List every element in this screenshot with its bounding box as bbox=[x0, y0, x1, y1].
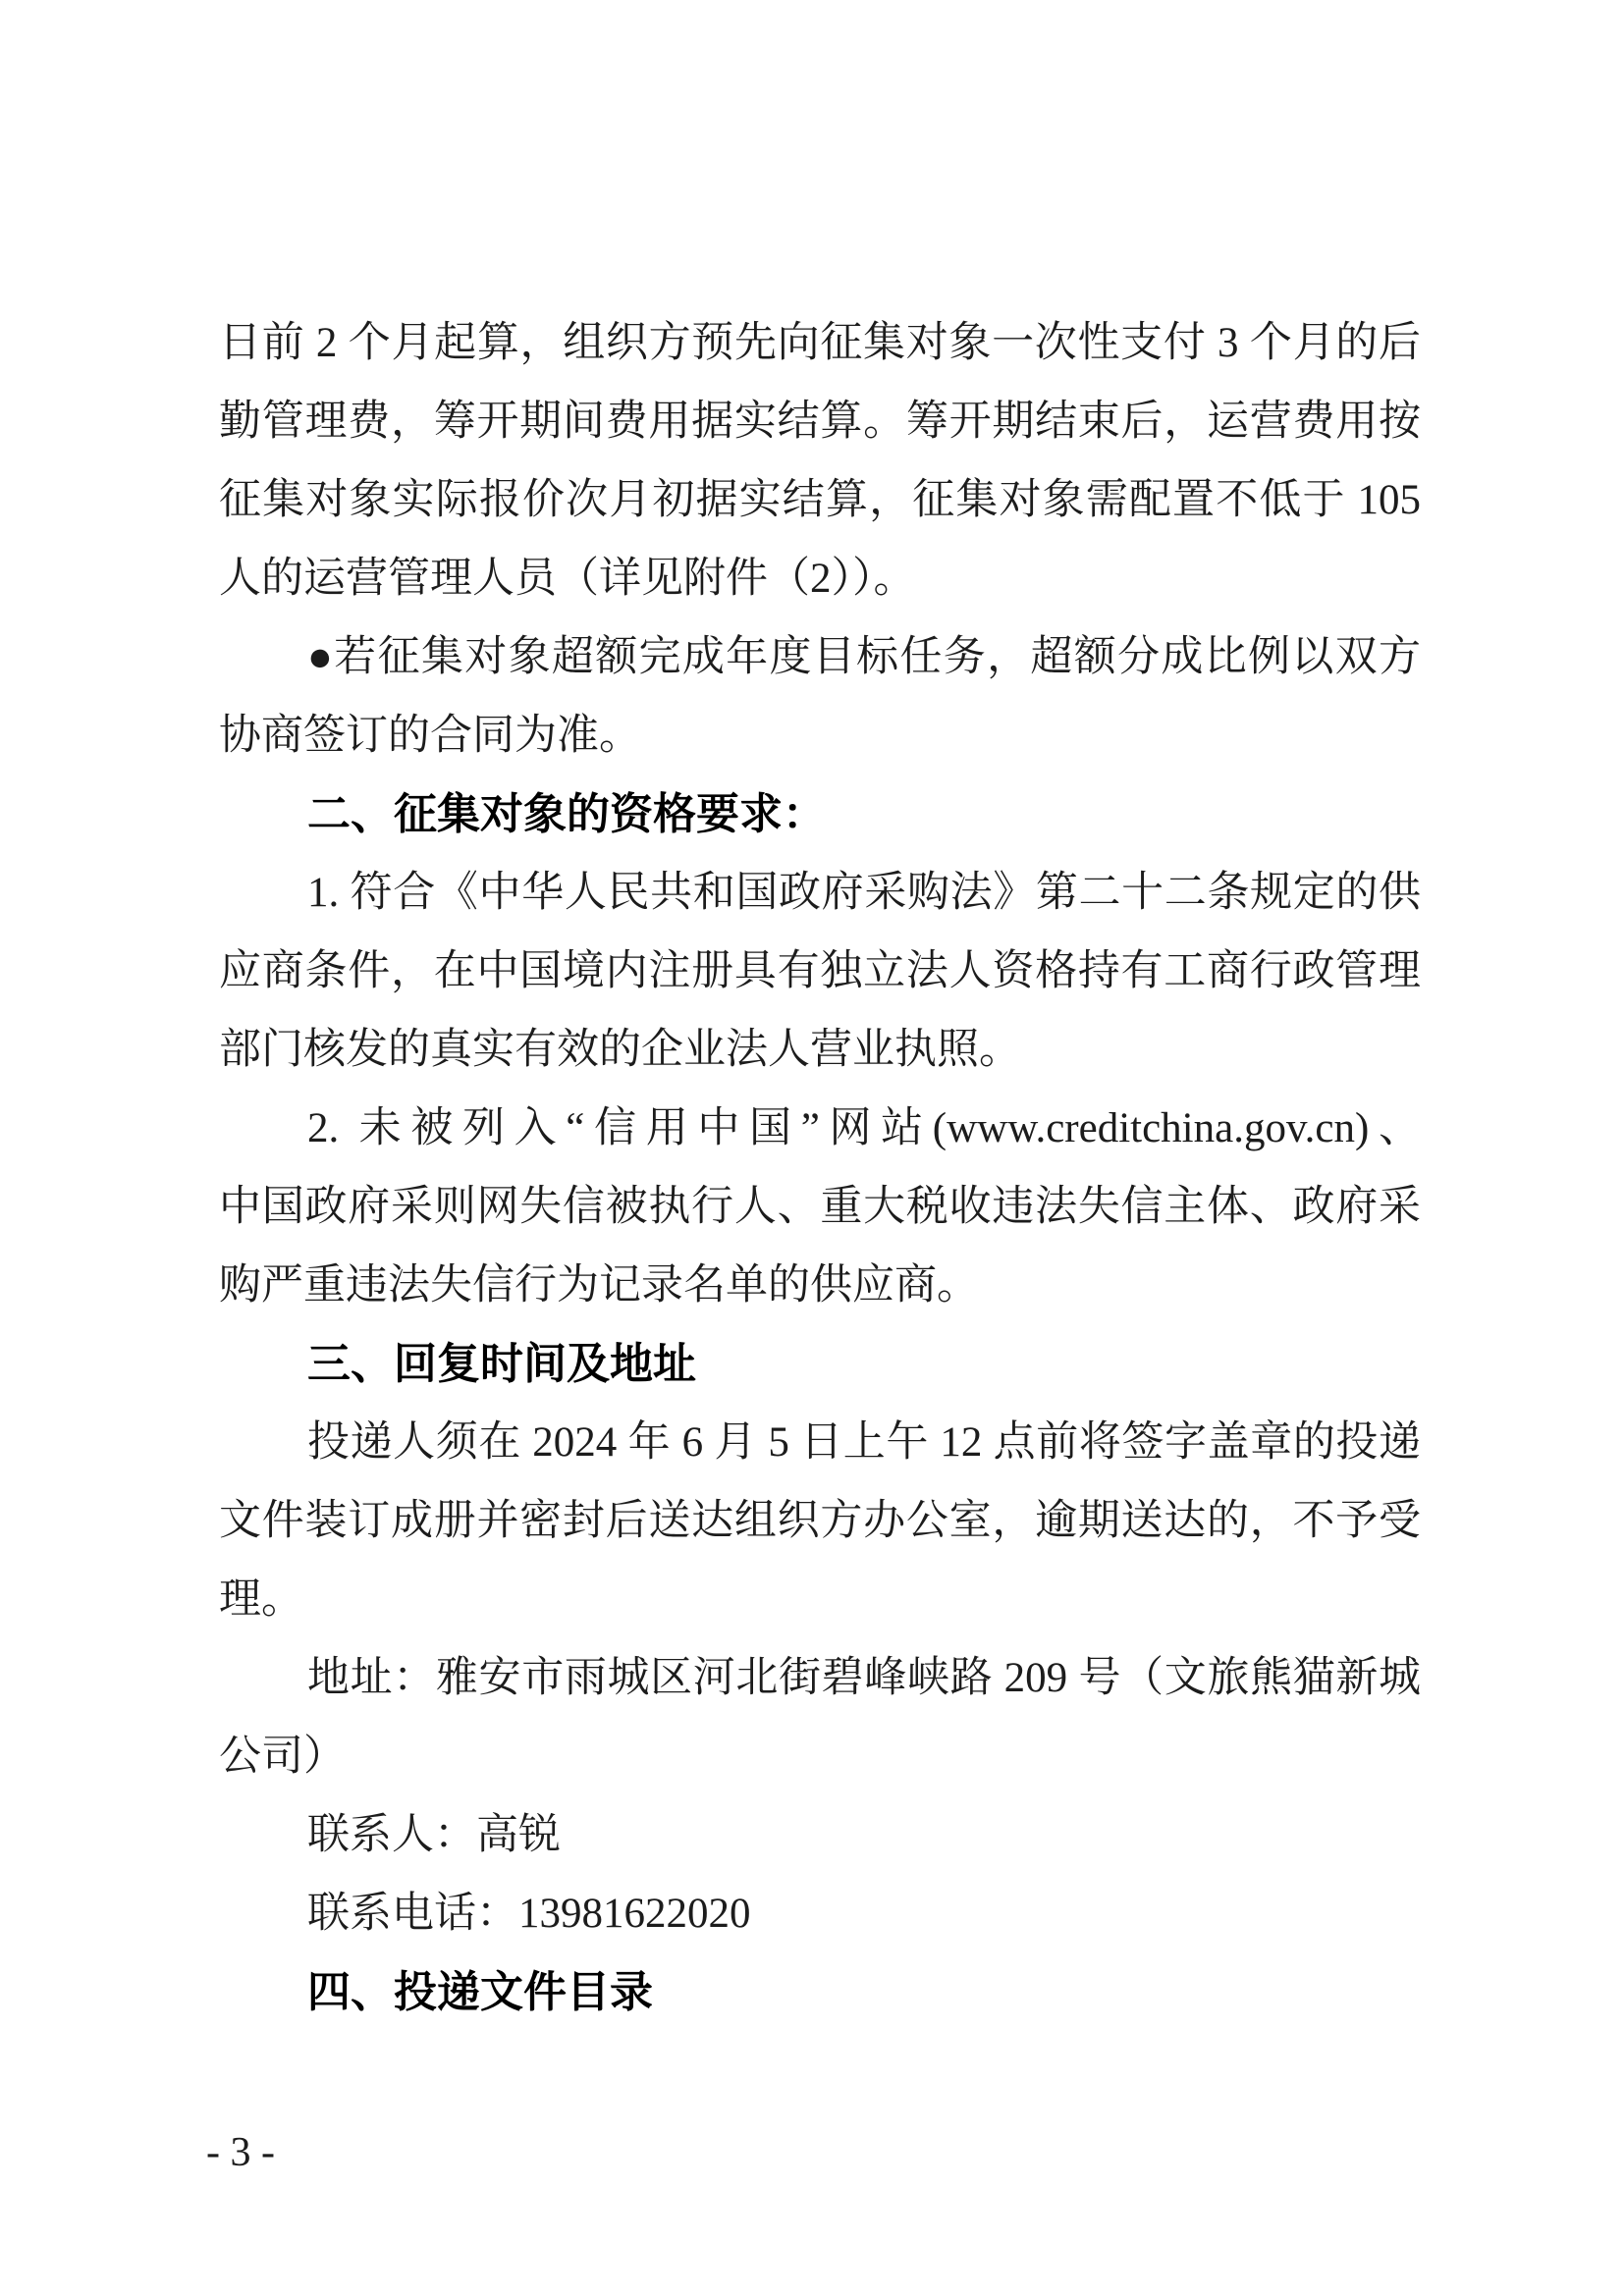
body-text-line: 征集对象实际报价次月初据实结算，征集对象需配置不低于 105 bbox=[219, 477, 1421, 523]
bullet-text-line: ●若征集对象超额完成年度目标任务，超额分成比例以双方 bbox=[307, 634, 1421, 680]
body-text-line: 文件装订成册并密封后送达组织方办公室，逾期送达的，不予受 bbox=[219, 1498, 1421, 1544]
body-text-line: 中国政府采则网失信被执行人、重大税收违法失信主体、政府采 bbox=[219, 1184, 1421, 1230]
body-text-line: 人的运营管理人员（详见附件（2））。 bbox=[219, 556, 916, 602]
body-text-line: 理。 bbox=[219, 1576, 303, 1623]
body-text-line: 应商条件，在中国境内注册具有独立法人资格持有工商行政管理 bbox=[219, 948, 1421, 994]
body-text-line: 1. 符合《中华人民共和国政府采购法》第二十二条规定的供 bbox=[307, 870, 1421, 916]
body-text-line: 购严重违法失信行为记录名单的供应商。 bbox=[219, 1262, 979, 1308]
body-text-line: 勤管理费，筹开期间费用据实结算。筹开期结束后，运营费用按 bbox=[219, 399, 1421, 445]
body-text-line: 地址：雅安市雨城区河北街碧峰峡路 209 号（文旅熊猫新城 bbox=[307, 1655, 1421, 1701]
section-heading: 四、投递文件目录 bbox=[307, 1968, 653, 2016]
body-text-line: 协商签订的合同为准。 bbox=[219, 713, 641, 759]
body-text-line: 日前 2 个月起算，组织方预先向征集对象一次性支付 3 个月的后 bbox=[219, 320, 1421, 366]
contact-person-line: 联系人：高锐 bbox=[307, 1812, 561, 1858]
body-text-line: 投递人须在 2024 年 6 月 5 日上午 12 点前将签字盖章的投递 bbox=[307, 1419, 1421, 1466]
document-body bbox=[219, 304, 1421, 2032]
section-heading: 三、回复时间及地址 bbox=[307, 1340, 696, 1388]
page-number: - 3 - bbox=[206, 2130, 275, 2175]
body-text-line: 2. 未被列入“信用中国”网站(www.creditchina.gov.cn)、 bbox=[307, 1105, 1421, 1151]
contact-phone-line: 联系电话：13981622020 bbox=[307, 1891, 751, 1937]
body-text-line: 部门核发的真实有效的企业法人营业执照。 bbox=[219, 1027, 1021, 1073]
section-heading: 二、征集对象的资格要求： bbox=[307, 790, 826, 838]
body-text-line: 公司） bbox=[219, 1734, 346, 1780]
